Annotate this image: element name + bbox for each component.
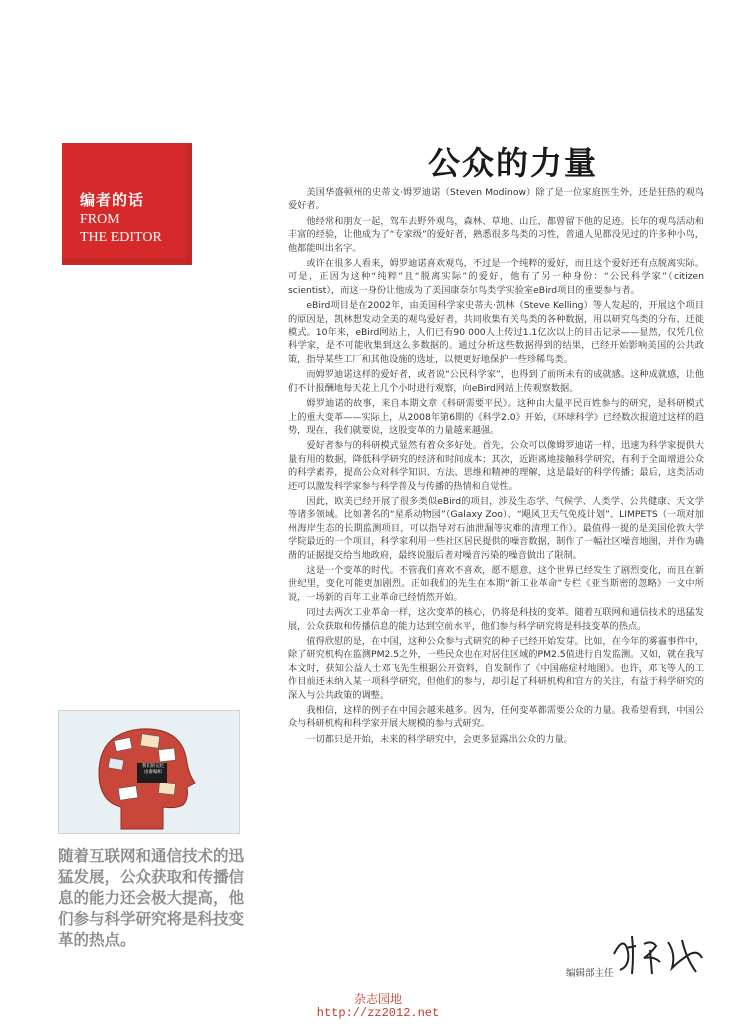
paragraph: 值得欣慰的是，在中国，这种公众参与式研究的种子已经开始发芽。比如，在今年的雾霾事件中，除了研究机构在监测PM2.5之外，一些民众也在对居住区域的PM2.5值进行自发监测。又如，就在我写本文时，获知公益人士邓飞先生根据公开资料，自发制作了《中国癌症村地图》。也许，邓飞等人的工作目前还未纳入某一项科学研究，但他们的参与，却引起了科研机构和官方的关注，有益于科学研究的深入与公共政策的调整。 [288, 636, 704, 701]
paragraph: 姆罗迪诺的故事，来自本期文章《科研需要平民》。这种由大量平民百姓参与的研究，是科研模式上的重大变革——实际上，从2008年第6期的《科学2.0》开始，《环球科学》已经数次报道过这样的趋势，现在，我们就要说，这股变革的力量越来越强。 [288, 398, 704, 436]
paragraph: 爱好者参与的科研模式显然有着众多好处。首先，公众可以像姆罗迪诺一样，迅速为科学家提供大量有用的数据，降低科学研究的经济和时间成本；其次，近距离地接触科学研究，有利于全面增进公众的科学素养，提高公众对科学知识、方法、思维和精神的理解，这是最好的科学传播；最后，这类活动还可以激发科学家参与科学普及与传播的热情和自觉性。 [288, 440, 704, 492]
paragraph: 一切都只是开始，未来的科学研究中，会更多显露出公众的力量。 [306, 733, 573, 745]
editor-note-title-en-2: THE EDITOR [80, 230, 162, 245]
paragraph: 他经常和朋友一起，驾车去野外观鸟，森林、草地、山丘，都曾留下他的足迹。长年的观鸟活动和丰富的经验，让他成为了“专家级”的爱好者，熟悉很多鸟类的习性，普通人见都没见过的许多种小鸟，他都能叫出名字。 [288, 215, 704, 254]
paragraph: eBird项目是在2002年，由美国科学家史蒂夫·凯林（Steve Kelling）等人发起的，开展这个项目的原因是，凯林想发动全美的观鸟爱好者，共同收集有关鸟类的各种数据，用以研究鸟类的分布、迁徙模式。10年来，eBird网站上，人们已有90 000人上传过1.1亿次以上的目击记录——显然，仅凭几位科学家，是不可能收集到这么多数据的。通过分析这些数据得到的结果，已经开始影响美国的公共政策，指导某些工厂和其他设施的选址，以便更好地保护一些珍稀鸟类。 [288, 300, 704, 365]
editor-note-box [62, 143, 192, 265]
editor-note-title-zh: 编者的话 [80, 191, 145, 209]
paragraph: 而姆罗迪诺这样的爱好者，或者说“公民科学家”，也得到了前所未有的成就感。这种成就感，让他们不计报酬地每天花上几个小时进行观察，向eBird网站上传观察数据。 [288, 369, 704, 394]
illustration-caption-1: 我们的记忆 [141, 764, 165, 769]
paragraph: 我相信，这样的例子在中国会越来越多。因为，任何变革都需要公众的力量。我希望看到，中国公众与科研机构和科学家开展大规模的参与式研究。 [288, 705, 704, 730]
paragraph: 这是一个变革的时代。不管我们喜欢不喜欢，愿不愿意，这个世界已经发生了剧烈变化，而且在新世纪里，变化可能更加剧烈。正如我们的先生在本期“新工业革命”专栏《亚当斯密的忽略》一文中所说，一场新的百年工业革命已经悄然开始。 [288, 564, 704, 603]
paragraph: 因此，欧美已经开展了很多类似eBird的项目，涉及生态学、气候学、人类学、公共健康、天文学等诸多领域。比如著名的“星系动物园”（Galaxy Zoo）、“飓风卫天气免疫计划”、LIMPETS（一项对加州海岸生态的长期监测项目，可以指导对石油泄漏等灾难的清理工作）。最值得一提的是美国伦敦大学学院最近的一个项目，科学家利用一些社区居民提供的噪音数据，制作了一幅社区噪音地图，并作为确凿的证据提交给当地政府，最终说服后者对噪音污染的噪音做出了限制。 [288, 495, 704, 561]
paragraph: 或许在很多人看来，姆罗迪诺喜欢观鸟，不过是一个纯粹的爱好，而且这个爱好还有点脱离实际。可是，正因为这种“纯粹”且“脱离实际”的爱好，他有了另一种身份：“公民科学家”（citizen scientist），而这一身份让他成为了美国康奈尔鸟类学实验室eBird项目的重要参与者。 [288, 258, 704, 296]
editor-note-title-en-1: FROM [80, 212, 120, 227]
paragraph: 同过去两次工业革命一样，这次变革的核心，仍将是科技的变革。随着互联网和通信技术的迅猛发展，公众获取和传播信息的能力达到空前水平，他们参与科学研究将是科技变革的热点。 [288, 607, 704, 632]
illustration-caption-2: 由谁编织 [144, 770, 162, 775]
pull-quote: 随着互联网和通信技术的迅猛发展，公众获取和传播信息的能力还会极大提高，他们参与科学研究将是科技变革的热点。 [58, 847, 245, 949]
head-collage-illustration [58, 710, 240, 834]
footer-site-name: 杂志园地 [353, 993, 402, 1007]
handwritten-signature-icon [606, 924, 706, 980]
article-body [288, 186, 704, 748]
footer-url[interactable]: http://zz2012.net [316, 1006, 440, 1020]
signature-label: 编辑部主任 [566, 968, 614, 979]
paragraph: 美国华盛顿州的史蒂文·姆罗迪诺（Steven Modinow）除了是一位家庭医生外，还是狂热的观鸟爱好者。 [288, 187, 704, 212]
article-title: 公众的力量 [427, 144, 598, 182]
